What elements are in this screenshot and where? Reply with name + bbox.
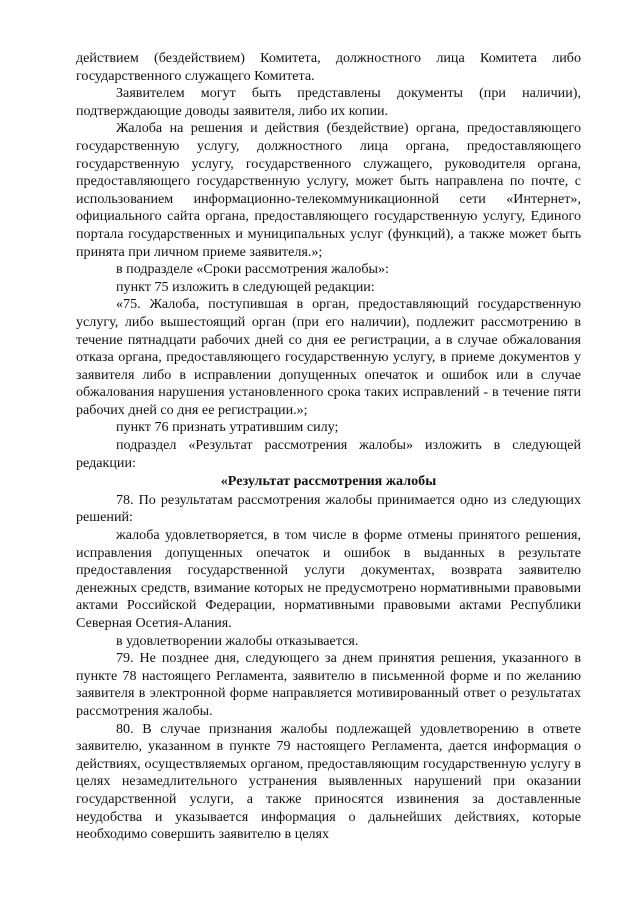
paragraph: пункт 75 изложить в следующей редакции: <box>116 278 375 295</box>
paragraph: в удовлетворении жалобы отказывается. <box>116 632 359 649</box>
document-page <box>76 50 581 844</box>
paragraph: 79. Не позднее дня, следующего за днем принятия решения, указанного в пункте 78 настоящего Регламента, заявителю в письменной форме и по желанию заявителя в электронной форме направляется мотивированный ответ о результатах рассмотрения жалобы. <box>76 650 581 719</box>
paragraph: жалоба удовлетворяется, в том числе в форме отмены принятого решения, исправления допущенных опечаток и ошибок в выданных в результате предоставления государственной услуги документах, возврата заявителю денежных средств, взимание которых не предусмотрено нормативными правовыми актами Российской Федерации, нормативными правовыми актами Республики Северная Осетия-Алания. <box>76 527 581 631</box>
paragraph: «75. Жалоба, поступившая в орган, предоставляющий государственную услугу, либо вышестоящий орган (при его наличии), подлежит рассмотрению в течение пятнадцати рабочих дней со дня ее регистрации, а в случае обжалования отказа органа, предоставляющего государственную услугу, в приеме документов у заявителя либо в исправлении допущенных опечаток и ошибок или в случае обжалования нарушения установленного срока таких исправлений - в течение пяти рабочих дней со дня ее регистрации.»; <box>76 296 581 418</box>
paragraph: Заявителем могут быть представлены документы (при наличии), подтверждающие доводы заявителя, либо их копии. <box>76 85 581 119</box>
paragraph: 80. В случае признания жалобы подлежащей удовлетворению в ответе заявителю, указанном в пункте 79 настоящего Регламента, дается информация о действиях, осуществляемых органом, предоставляющим государственную услугу в целях незамедлительного устранения выявленных нарушений при оказании государственной услуги, а также приносятся извинения за доставленные неудобства и указывается информация о дальнейших действиях, которые необходимо совершить заявителю в целях <box>76 720 581 843</box>
paragraph: в подразделе «Сроки рассмотрения жалобы»: <box>116 261 389 278</box>
paragraph: подраздел «Результат рассмотрения жалобы» изложить в следующей редакции: <box>76 437 581 471</box>
paragraph: Жалоба на решения и действия (бездействие) органа, предоставляющего государственную услугу, должностного лица органа, предоставляющего государственную услугу, государственного служащего, руководителя органа, предоставляющего государственную услугу, может быть направлена по почте, с использованием информационно-телекоммуникационной сети «Интернет», официального сайта органа, предоставляющего государственную услугу, Единого портала государственных и муниципальных услуг (функций), а также может быть принята при личном приеме заявителя.»; <box>76 120 581 260</box>
paragraph: действием (бездействием) Комитета, должностного лица Комитета либо государственного служащего Комитета. <box>76 50 581 84</box>
paragraph: пункт 76 признать утратившим силу; <box>116 419 339 436</box>
section-heading: «Результат рассмотрения жалобы <box>220 473 437 490</box>
paragraph: 78. По результатам рассмотрения жалобы принимается одно из следующих решений: <box>76 491 581 526</box>
